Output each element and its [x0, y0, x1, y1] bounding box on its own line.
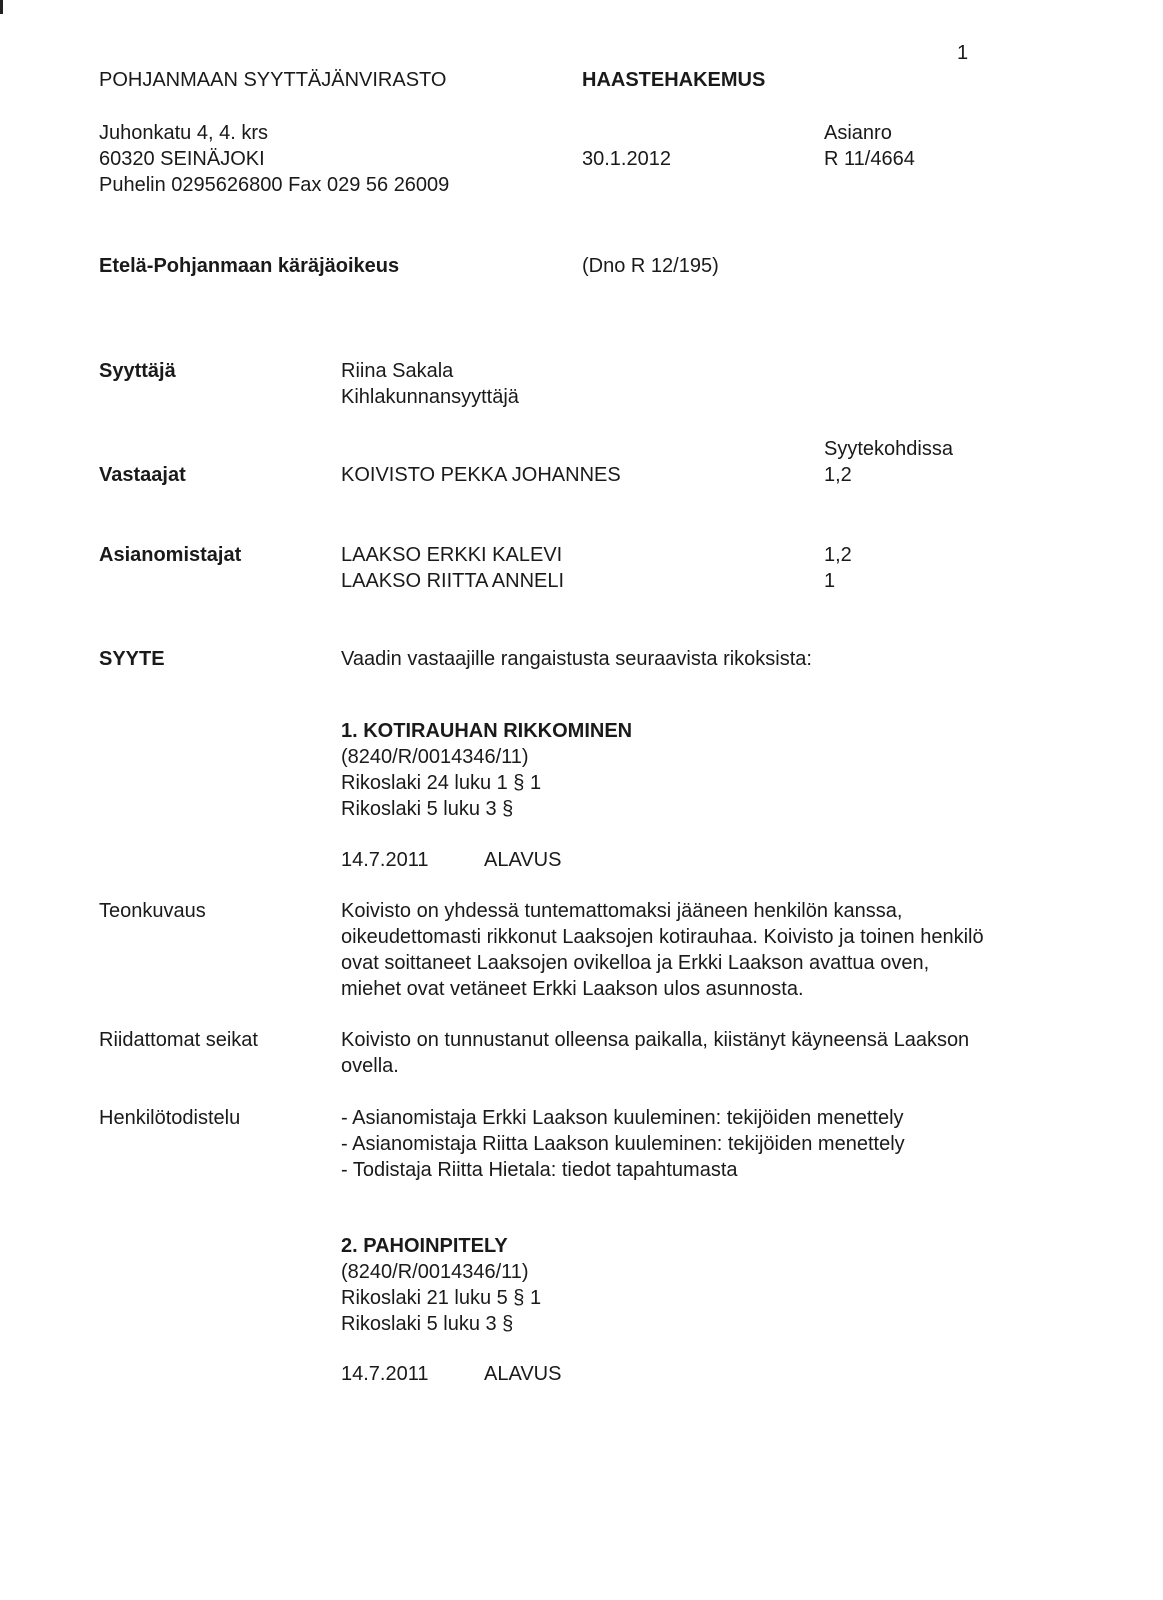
count-1-date: 14.7.2011	[341, 849, 429, 871]
defendant-counts: 1,2	[824, 464, 852, 486]
count-1-law: Rikoslaki 24 luku 1 § 1	[341, 772, 542, 794]
page-number: 1	[957, 42, 969, 64]
case-reference	[824, 120, 915, 172]
count-2-law: Rikoslaki 5 luku 3 §	[341, 1313, 514, 1335]
undisputed-line: Koivisto on tunnustanut olleensa paikalla, kiistänyt käyneensä Laakson	[341, 1029, 970, 1051]
address-line: 60320 SEINÄJOKI	[99, 148, 265, 170]
count-1-law: Rikoslaki 5 luku 3 §	[341, 798, 514, 820]
evidence-item: - Asianomistaja Erkki Laakson kuuleminen: tekijöiden menettely	[341, 1107, 904, 1129]
complainant-name: LAAKSO ERKKI KALEVI	[341, 544, 563, 566]
court-dno: (Dno R 12/195)	[582, 255, 719, 277]
complainant-names	[341, 542, 564, 594]
description-line: miehet ovat vetäneet Erkki Laakson ulos asunnosta.	[341, 978, 804, 1000]
description-line: oikeudettomasti rikkonut Laaksojen kotirauhaa. Koivisto ja toinen henkilö	[341, 926, 984, 948]
document-date: 30.1.2012	[582, 148, 671, 170]
count-1-place: ALAVUS	[484, 849, 562, 871]
evidence-list	[341, 1105, 905, 1183]
complainant-name: LAAKSO RIITTA ANNELI	[341, 570, 565, 592]
prosecutor-label: Syyttäjä	[99, 360, 176, 382]
count-2-place: ALAVUS	[484, 1363, 562, 1385]
address-line: Juhonkatu 4, 4. krs	[99, 122, 268, 144]
count-1-heading	[341, 718, 632, 822]
address-line: Puhelin 0295626800 Fax 029 56 26009	[99, 174, 450, 196]
charge-intro: Vaadin vastaajille rangaistusta seuraavista rikoksista:	[341, 648, 812, 670]
count-2-heading	[341, 1233, 541, 1337]
scan-edge-mark	[0, 0, 3, 14]
charge-label: SYYTE	[99, 648, 165, 670]
count-2-date: 14.7.2011	[341, 1363, 429, 1385]
case-number: R 11/4664	[824, 148, 915, 170]
description-text	[341, 898, 984, 1002]
prosecutor-title: Kihlakunnansyyttäjä	[341, 386, 519, 408]
evidence-item: - Todistaja Riitta Hietala: tiedot tapahtumasta	[341, 1159, 738, 1181]
undisputed-label: Riidattomat seikat	[99, 1029, 258, 1051]
count-2-law: Rikoslaki 21 luku 5 § 1	[341, 1287, 542, 1309]
defendants-label: Vastaajat	[99, 464, 186, 486]
case-label: Asianro	[824, 122, 892, 144]
court-name: Etelä-Pohjanmaan käräjäoikeus	[99, 255, 400, 277]
count-2-title: 2. PAHOINPITELY	[341, 1235, 508, 1257]
prosecutor	[341, 358, 519, 410]
evidence-label: Henkilötodistelu	[99, 1107, 241, 1129]
complainant-counts	[824, 542, 852, 594]
count-1-title: 1. KOTIRAUHAN RIKKOMINEN	[341, 720, 633, 742]
complainants-label: Asianomistajat	[99, 544, 242, 566]
undisputed-line: ovella.	[341, 1055, 399, 1077]
complainant-count: 1,2	[824, 544, 852, 566]
description-label: Teonkuvaus	[99, 900, 206, 922]
document-type: HAASTEHAKEMUS	[582, 69, 766, 91]
agency-name: POHJANMAAN SYYTTÄJÄNVIRASTO	[99, 69, 447, 91]
count-2-ref: (8240/R/0014346/11)	[341, 1261, 529, 1283]
prosecutor-name: Riina Sakala	[341, 360, 454, 382]
complainant-count: 1	[824, 570, 836, 592]
counts-header: Syytekohdissa	[824, 438, 953, 460]
evidence-item: - Asianomistaja Riitta Laakson kuuleminen: tekijöiden menettely	[341, 1133, 905, 1155]
defendant-name: KOIVISTO PEKKA JOHANNES	[341, 464, 621, 486]
agency-address	[99, 120, 449, 198]
count-1-ref: (8240/R/0014346/11)	[341, 746, 529, 768]
undisputed-text	[341, 1027, 969, 1079]
description-line: ovat soittaneet Laaksojen ovikelloa ja Erkki Laakson avattua oven,	[341, 952, 930, 974]
description-line: Koivisto on yhdessä tuntemattomaksi jääneen henkilön kanssa,	[341, 900, 903, 922]
